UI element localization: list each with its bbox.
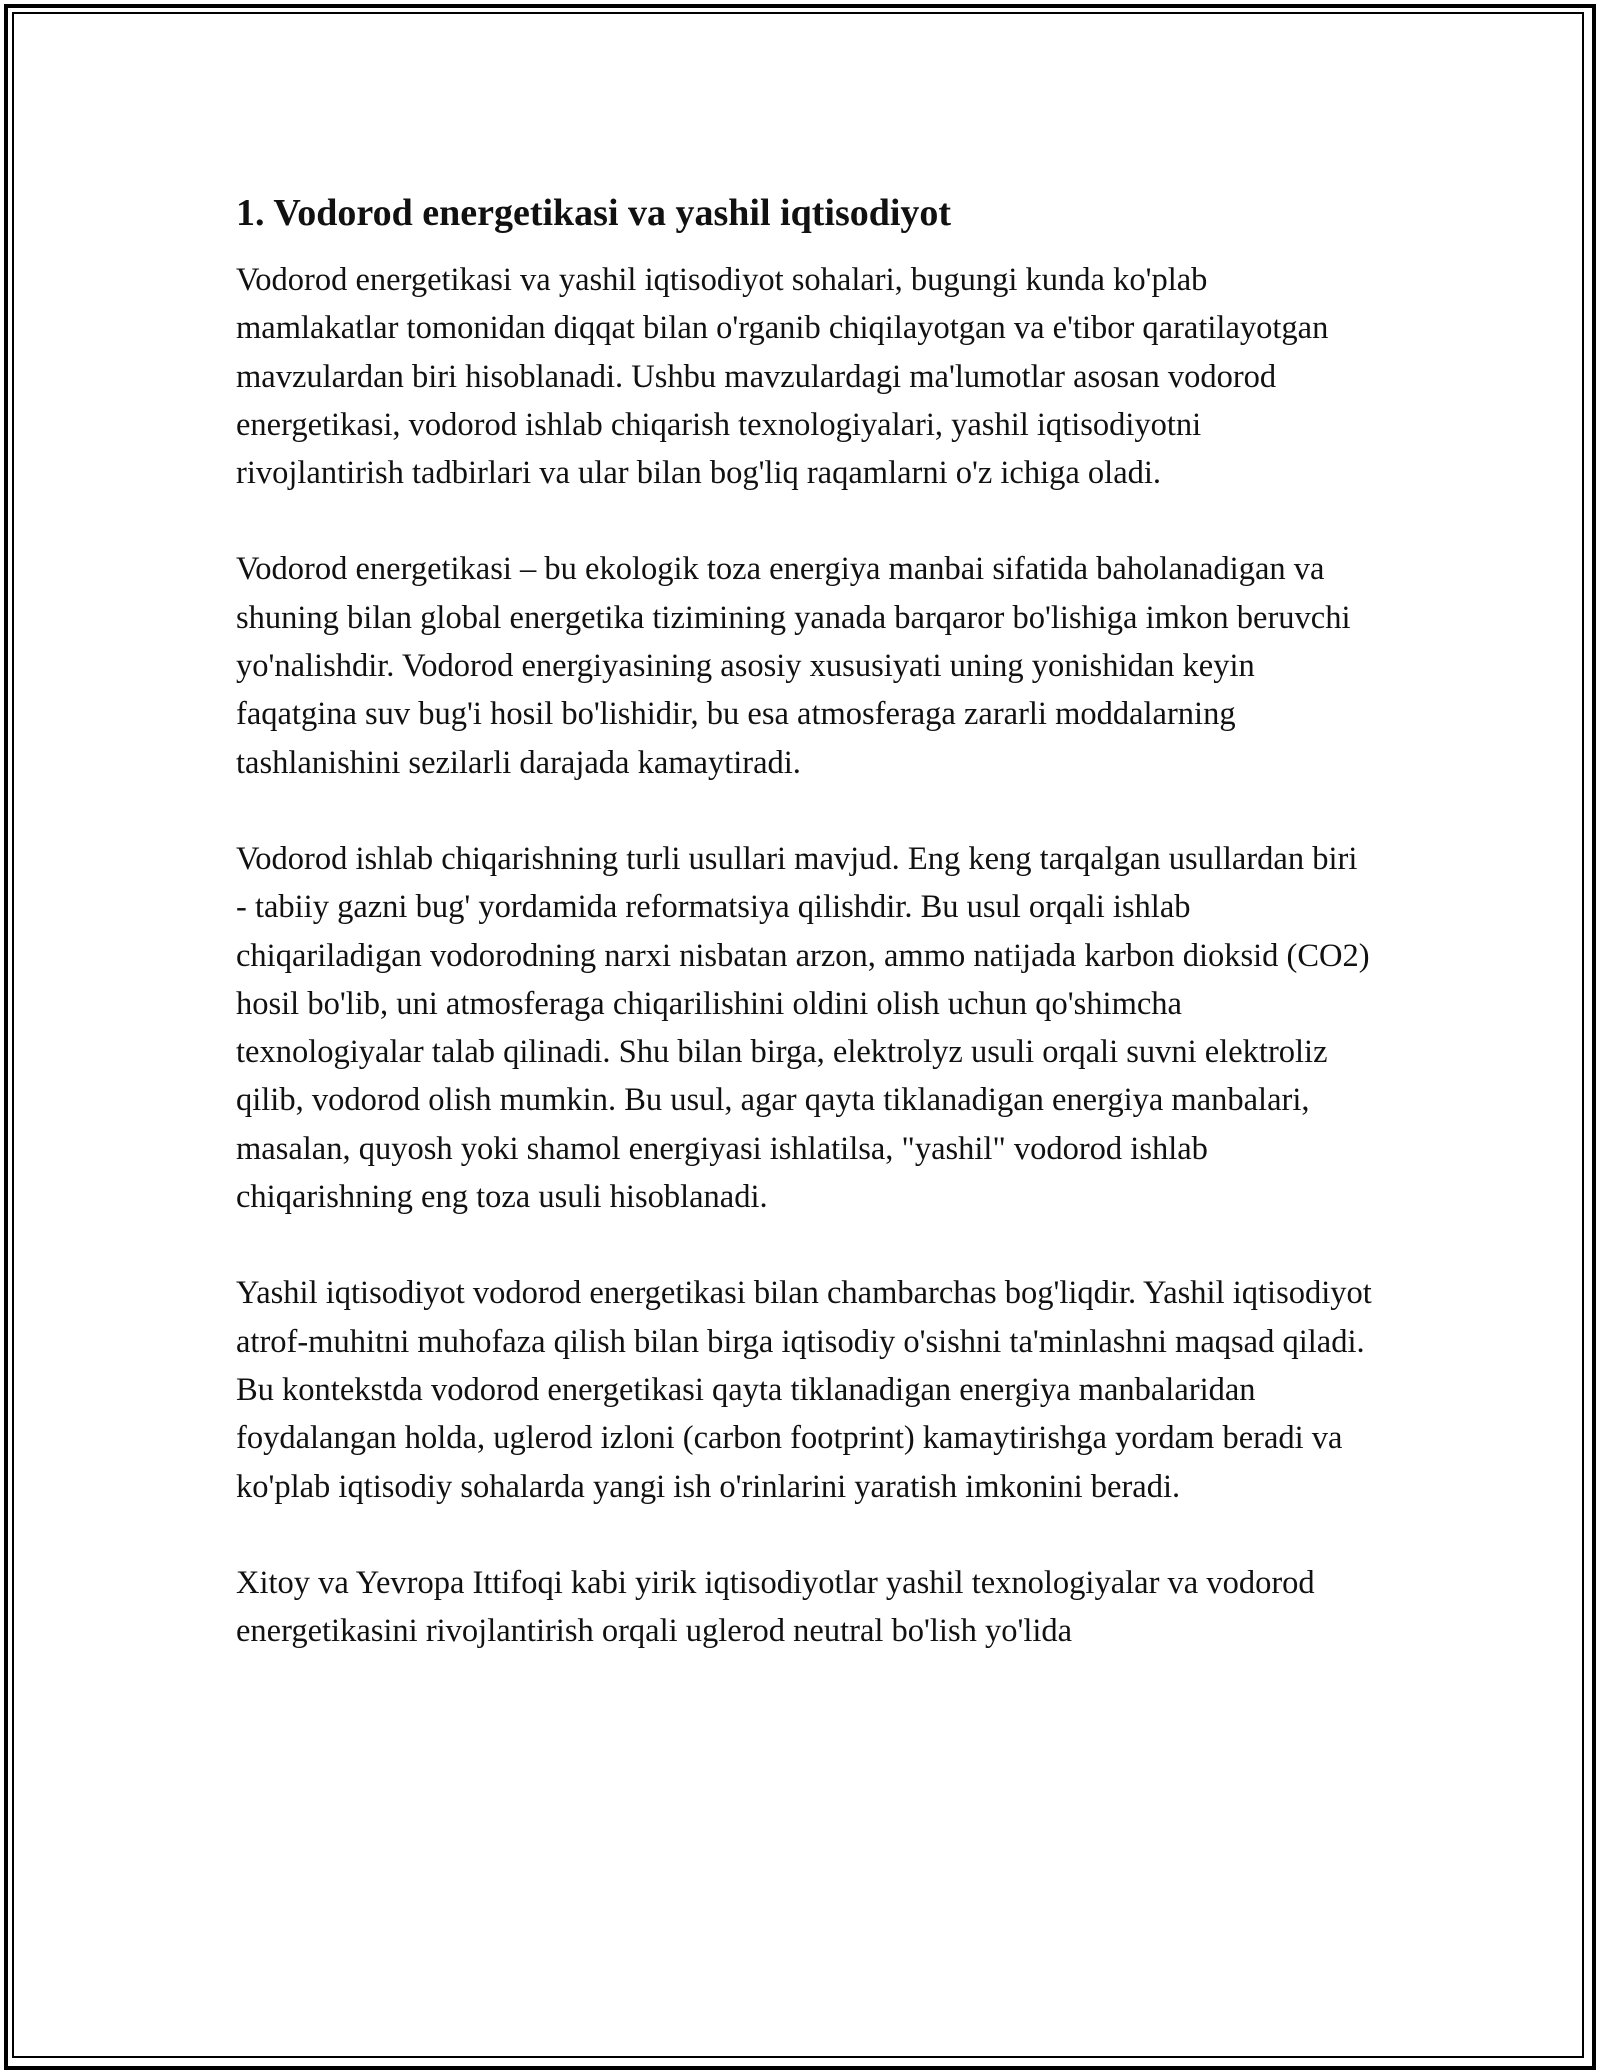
document-body (236, 188, 1376, 1703)
paragraph-major-economies: Xitoy va Yevropa Ittifoqi kabi yirik iqtisodiyotlar yashil texnologiyalar va vodorod energetikasini rivojlantirish orqali uglerod neutral bo'lish yo'lida (236, 1564, 1315, 1650)
section-heading: 1. Vodorod energetikasi va yashil iqtisodiyot (236, 192, 952, 234)
paragraph-green-economy: Yashil iqtisodiyot vodorod energetikasi bilan chambarchas bog'liqdir. Yashil iqtisodiyot atrof-muhitni muhofaza qilish bilan birga iqtisodiy o'sishni ta'minlashni maqsad qiladi. Bu kontekstda vodorod energetikasi qayta tiklanadigan energiya manbalaridan foydalangan holda, uglerod izloni (carbon footprint) kamaytirishga yordam beradi va ko'plab iqtisodiy sohalarda yangi ish o'rinlarini yaratish imkonini beradi. (236, 1275, 1372, 1505)
paragraph-production-methods: Vodorod ishlab chiqarishning turli usullari mavjud. Eng keng tarqalgan usullardan biri - tabiiy gazni bug' yordamida reformatsiya qilishdir. Bu usul orqali ishlab chiqariladigan vodorodning narxi nisbatan arzon, ammo natijada karbon dioksid (CO2) hosil bo'lib, uni atmosferaga chiqarilishini oldini olish uchun qo'shimcha texnologiyalar talab qilinadi. Shu bilan birga, elektrolyz usuli orqali suvni elektroliz qilib, vodorod olish mumkin. Bu usul, agar qayta tiklanadigan energiya manbalari, masalan, quyosh yoki shamol energiyasi ishlatilsa, "yashil" vodorod ishlab chiqarishning eng toza usuli hisoblanadi. (236, 840, 1370, 1216)
paragraph-intro: Vodorod energetikasi va yashil iqtisodiyot sohalari, bugungi kunda ko'plab mamlakatlar tomonidan diqqat bilan o'rganib chiqilayotgan va e'tibor qaratilayotgan mavzulardan biri hisoblanadi. Ushbu mavzulardagi ma'lumotlar asosan vodorod energetikasi, vodorod ishlab chiqarish texnologiyalari, yashil iqtisodiyotni rivojlantirish tadbirlari va ular bilan bog'liq raqamlarni o'z ichiga oladi. (236, 262, 1329, 492)
paragraph-hydrogen-energy: Vodorod energetikasi – bu ekologik toza energiya manbai sifatida baholanadigan va shuning bilan global energetika tizimining yanada barqaror bo'lishiga imkon beruvchi yo'nalishdir. Vodorod energiyasining asosiy xususiyati uning yonishidan keyin faqatgina suv bug'i hosil bo'lishidir, bu esa atmosferaga zararli moddalarning tashlanishini sezilarli darajada kamaytiradi. (236, 551, 1351, 781)
